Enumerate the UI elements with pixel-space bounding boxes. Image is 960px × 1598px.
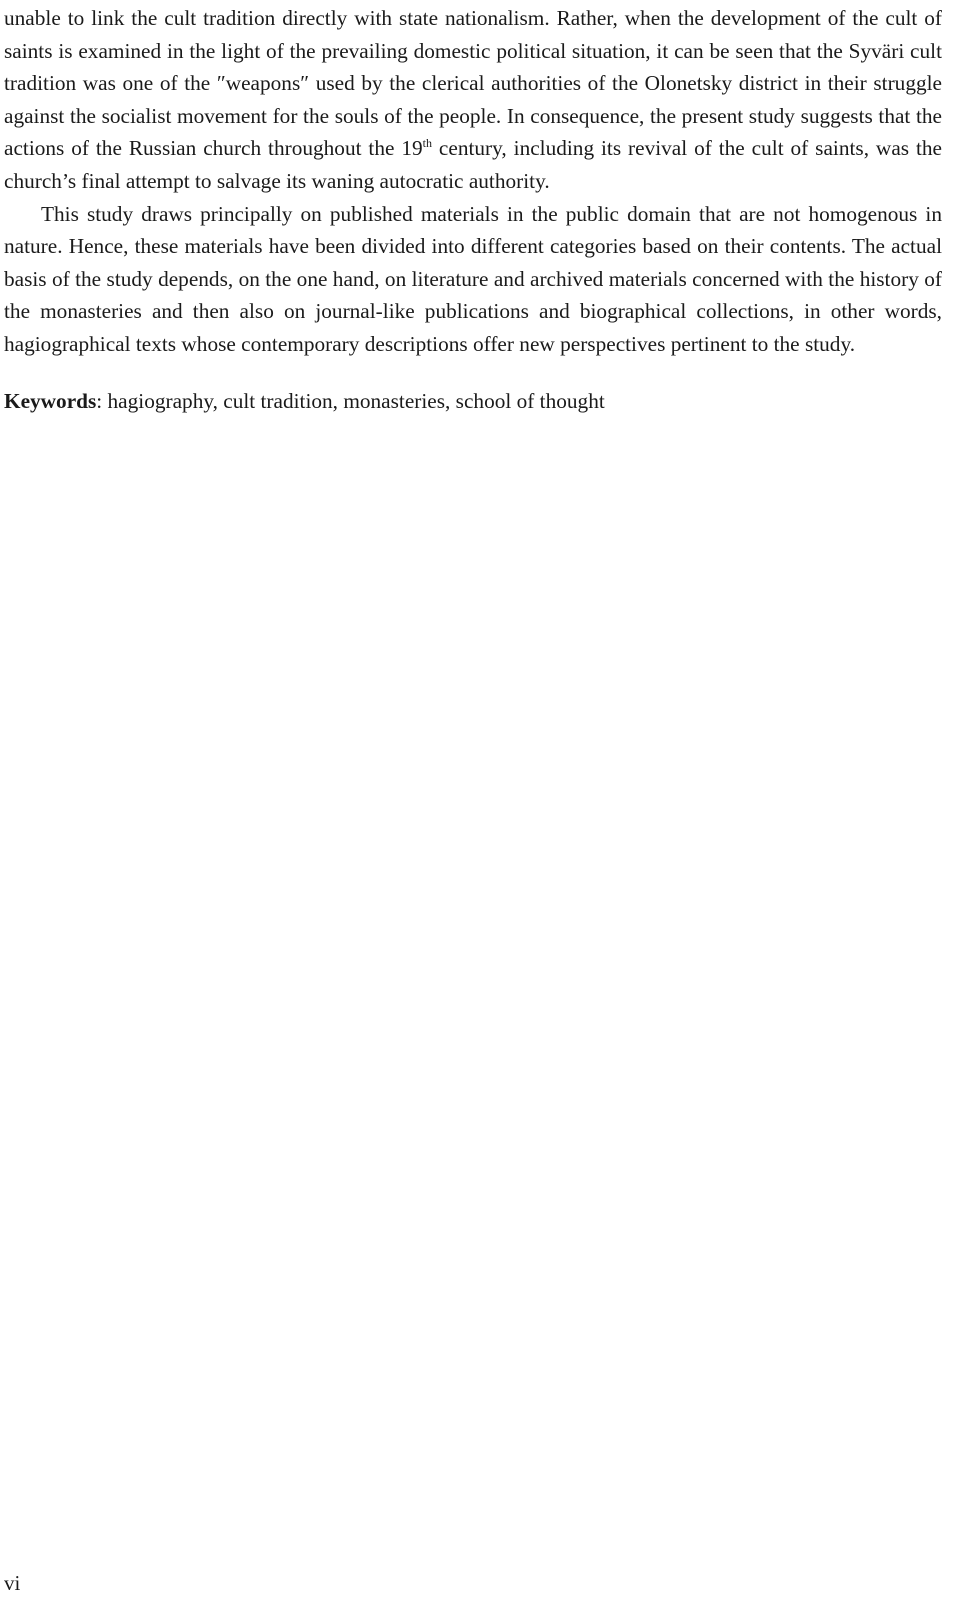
page-number: vi — [4, 1571, 21, 1595]
keywords-label: Keywords — [4, 388, 97, 413]
abstract-paragraph-2: This study draws principally on published materials in the public domain that are not homogenous in nature. Hence, these materials have been divided into different categories based on their contents. The actual basis of the study depends, on the one hand, on literature and archived materials concerned with the history of the monasteries and then also on journal-like publications and biographical collections, in other words, hagiographical texts whose contemporary descriptions offer new perspectives pertinent to the study. — [4, 201, 942, 356]
paragraph-1-text: unable to link the cult tradition directly with state nationalism. Rather, when the development of the cult of saints is examined in the light of the prevailing domestic political situation, it can be seen that the Syväri cult tradition was one of the ″weapons″ used by the clerical authorities of the Olonetsky district in their struggle against the socialist movement for the souls of the people. In consequence, the present study suggests that the actions of the Russian church throughout the 19 — [4, 6, 942, 161]
document-page — [4, 2, 942, 417]
paragraph-1-text-continued: century, including its revival of the cult of saints, was the church’s final attempt to salvage its waning autocratic authority. — [4, 136, 942, 193]
keywords-separator: : — [96, 388, 108, 413]
keywords-line — [4, 385, 942, 418]
abstract-paragraph-1 — [4, 2, 942, 198]
ordinal-superscript: th — [422, 136, 433, 151]
keywords-terms: hagiography, cult tradition, monasteries, school of thought — [107, 388, 605, 413]
